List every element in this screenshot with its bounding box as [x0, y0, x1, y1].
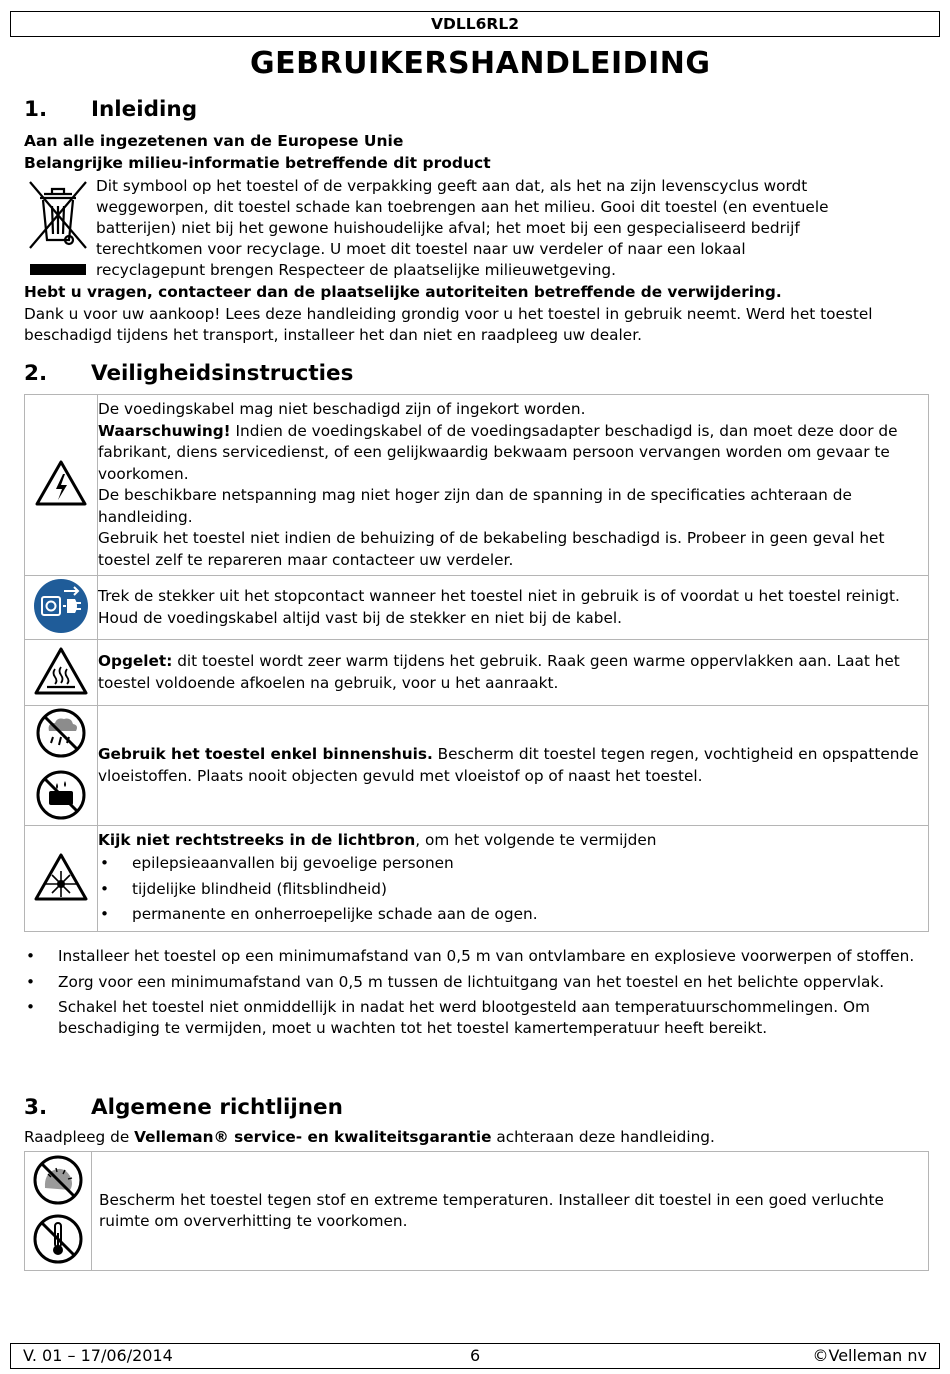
footer-version: V. 01 – 17/06/2014 [23, 1346, 173, 1365]
caution-label: Opgelet: [98, 652, 173, 670]
safety-row-indoor [25, 706, 929, 826]
light-source-label: Kijk niet rechtstreeks in de lichtbron [98, 830, 416, 849]
section-1-number: 1. [24, 97, 48, 122]
voltage-text: De beschikbare netspanning mag niet hoger zijn dan de spanning in de specificaties achteraan de handleiding. [98, 486, 852, 526]
safety-text-cell [98, 640, 929, 706]
laser-light-warning-icon [33, 851, 89, 903]
no-dust-icon [32, 1154, 84, 1206]
no-extreme-temperature-icon [32, 1213, 84, 1265]
weee-line: terechtkomen voor recyclage. U moet dit toestel naar uw verdeler of naar een lokaal [96, 240, 746, 258]
list-item: • permanente en onherroepelijke schade aan de ogen. [98, 902, 928, 928]
safety-text-cell [98, 395, 929, 576]
safety-bullets [24, 946, 924, 1044]
list-item: • Schakel het toestel niet onmiddellijk in nadat het werd blootgesteld aan temperatuurschommelingen. Om beschadiging te vermijden, moet u wachten tot het toestel kamertemperatuur heeft bereikt. [24, 997, 924, 1039]
guideline-row [25, 1152, 929, 1271]
section-1-heading [24, 96, 197, 124]
safety-icon-cell [25, 395, 98, 576]
light-source-text: , om het volgende te vermijden [415, 830, 657, 849]
section-3-number: 3. [24, 1095, 48, 1120]
section-2-heading [24, 360, 353, 388]
list-item: • Installeer het toestel op een minimumafstand van 0,5 m van ontvlambare en explosieve voorwerpen of stoffen. [24, 946, 924, 967]
caution-text: dit toestel wordt zeer warm tijdens het gebruik. Raak geen warme oppervlakken aan. Laat het toestel voldoende afkoelen na gebruik, voor u het aanraakt. [98, 652, 900, 692]
section-3-title: Algemene richtlijnen [91, 1095, 343, 1120]
housing-damage-text: Gebruik het toestel niet indien de behuizing of de bekabeling beschadigd is. Probeer in geen geval het toestel zelf te repareren maar contacteer uw verdeler. [98, 529, 885, 569]
safety-row-unplug [25, 576, 929, 640]
safety-table [24, 394, 929, 932]
indoor-label: Gebruik het toestel enkel binnenshuis. [98, 745, 433, 763]
guideline-text-cell: Bescherm het toestel tegen stof en extreme temperaturen. Installeer dit toestel in een goed verluchte ruimte om oververhitting te voorkomen. [92, 1152, 929, 1271]
warning-label: Waarschuwing! [98, 421, 231, 440]
general-guidelines-table [24, 1151, 929, 1271]
cable-damage-text: De voedingskabel mag niet beschadigd zijn of ingekort worden. [98, 400, 586, 418]
indoor-text: Bescherm dit toestel tegen regen, vochtigheid en opspattende vloeistoffen. Plaats nooit objecten gevuld met vloeistof op of naast het toestel. [98, 745, 919, 785]
guarantee-link-text: Velleman® service- en kwaliteitsgarantie [134, 1128, 492, 1146]
list-item: • tijdelijke blindheid (flitsblindheid) [98, 877, 928, 903]
section-3-heading [24, 1094, 343, 1122]
safety-text-cell [98, 706, 929, 826]
warning-paragraph [98, 421, 928, 486]
guarantee-intro-pre: Raadpleeg de [24, 1128, 135, 1146]
guideline-icon-cell [25, 1152, 92, 1271]
section-1-title: Inleiding [91, 97, 198, 122]
header-model: VDLL6RL2 [431, 15, 519, 33]
weee-text [96, 176, 926, 281]
weee-line: batterijen) niet bij het gewone huishoudelijke afval; het moet bij een gespecialiseerd bedrijf [96, 219, 800, 237]
page-title: GEBRUIKERSHANDLEIDING [250, 46, 711, 81]
list-item: • Zorg voor een minimumafstand van 0,5 m tussen de lichtuitgang van het toestel en het belichte oppervlak. [24, 972, 924, 993]
page-footer [10, 1343, 940, 1369]
section-2-number: 2. [24, 361, 48, 386]
footer-copyright: ©Velleman nv [812, 1346, 927, 1365]
electric-shock-warning-icon [34, 458, 88, 508]
no-rain-icon [35, 707, 87, 759]
safety-icon-cell [25, 826, 98, 932]
weee-line: recyclagepunt brengen Respecteer de plaatselijke milieuwetgeving. [96, 261, 616, 279]
unplug-icon [33, 578, 89, 634]
safety-row-light [25, 826, 929, 932]
questions-text: Hebt u vragen, contacteer dan de plaatselijke autoriteiten betreffende de verwijdering. [24, 283, 782, 301]
safety-icon-cell [25, 576, 98, 640]
eu-subheading: Aan alle ingezetenen van de Europese Unie [24, 132, 404, 150]
guarantee-intro-post: achteraan deze handleiding. [491, 1128, 715, 1146]
light-source-paragraph [98, 830, 928, 852]
no-liquid-splash-icon [35, 769, 87, 821]
safety-icon-cell [25, 640, 98, 706]
warning-text: Indien de voedingskabel of de voedingsadapter beschadigd is, dan moet deze door de fabrikant, diens servicedienst, of een gelijkwaardig bekwaam persoon vervangen worden om gevaar te voorkomen. [98, 421, 898, 483]
environment-subheading: Belangrijke milieu-informatie betreffende dit product [24, 154, 491, 172]
header-model-box [10, 11, 940, 37]
weee-line: Dit symbool op het toestel of de verpakking geeft aan dat, als het na zijn levenscyclus wordt [96, 177, 808, 195]
light-risks-list [98, 851, 928, 928]
safety-row-electric [25, 395, 929, 576]
guarantee-intro [24, 1127, 924, 1148]
safety-text-cell: Trek de stekker uit het stopcontact wanneer het toestel niet in gebruik is of voordat u het toestel reinigt. Houd de voedingskabel altijd vast bij de stekker en niet bij de kabel. [98, 576, 929, 640]
footer-page-number: 6 [470, 1346, 481, 1365]
safety-text-cell [98, 826, 929, 932]
safety-icon-cell [25, 706, 98, 826]
safety-row-hot-surface [25, 640, 929, 706]
weee-bin-icon [26, 178, 90, 278]
list-item: • epilepsieaanvallen bij gevoelige personen [98, 851, 928, 877]
thanks-text: Dank u voor uw aankoop! Lees deze handleiding grondig voor u het toestel in gebruik neemt. Werd het toestel beschadigd tijdens het transport, installeer het dan niet en raadpleeg uw dealer. [24, 305, 873, 344]
hot-surface-warning-icon [33, 645, 89, 697]
weee-line: weggeworpen, dit toestel schade kan toebrengen aan het milieu. Gooi dit toestel (en eventuele [96, 198, 829, 216]
section-2-title: Veiligheidsinstructies [91, 361, 354, 386]
